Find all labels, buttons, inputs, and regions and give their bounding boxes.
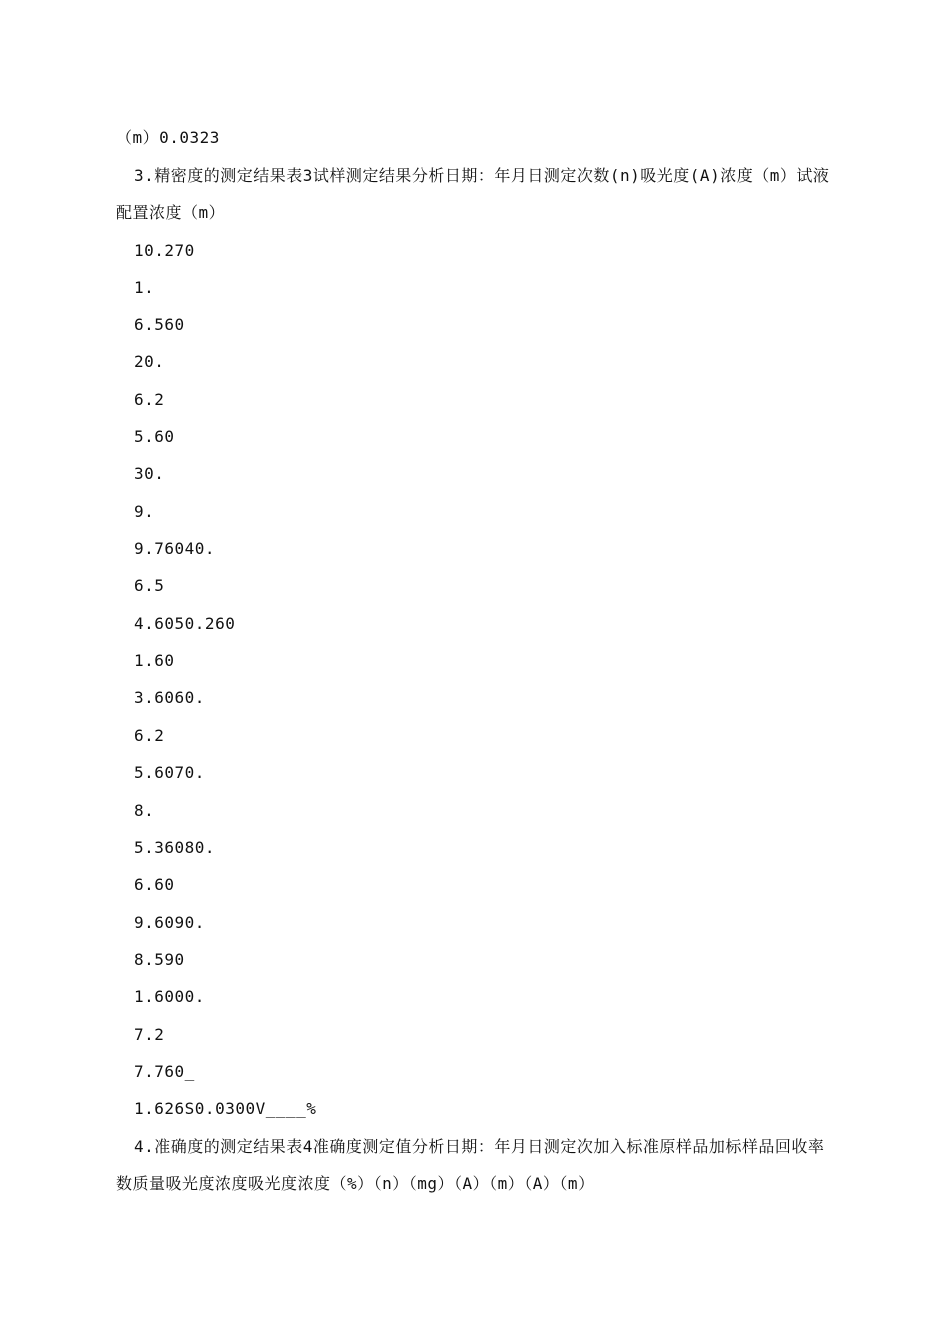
- value-line: 9.6090.: [134, 913, 205, 932]
- value-line: 5.36080.: [134, 838, 216, 857]
- value-line: 5.6070.: [134, 763, 205, 782]
- value-line: 9.: [134, 502, 155, 521]
- value-line: 8.590: [134, 950, 185, 969]
- value-line: 8.: [134, 801, 155, 820]
- value-line: 10.270: [134, 241, 195, 260]
- value-line: 20.: [134, 352, 165, 371]
- value-line: 1.626S0.0300V____%: [134, 1099, 317, 1118]
- value-line: 5.60: [134, 427, 175, 446]
- section-3-heading: 3.精密度的测定结果表3试样测定结果分析日期：年月日测定次数(n)吸光度(A)浓度（m）试液配置浓度（m）: [116, 166, 830, 222]
- value-line: 6.2: [134, 726, 165, 745]
- value-line: 7.2: [134, 1025, 165, 1044]
- value-line: 4.6050.260: [134, 614, 236, 633]
- text-line-unit-value: （m）0.0323: [116, 128, 220, 147]
- value-line: 6.2: [134, 390, 165, 409]
- value-line: 1.60: [134, 651, 175, 670]
- value-line: 3.6060.: [134, 688, 205, 707]
- section-4-heading: 4.准确度的测定结果表4准确度测定值分析日期：年月日测定次加入标准原样品加标样品回收率数质量吸光度浓度吸光度浓度（%）（n）（mg）（A）（m）（A）（m）: [116, 1137, 825, 1193]
- value-line: 6.60: [134, 875, 175, 894]
- value-line: 30.: [134, 464, 165, 483]
- value-line: 1.: [134, 278, 155, 297]
- value-line: 6.560: [134, 315, 185, 334]
- value-line: 7.760_: [134, 1062, 195, 1081]
- value-line: 9.76040.: [134, 539, 216, 558]
- value-line: 1.6000.: [134, 987, 205, 1006]
- value-line: 6.5: [134, 576, 165, 595]
